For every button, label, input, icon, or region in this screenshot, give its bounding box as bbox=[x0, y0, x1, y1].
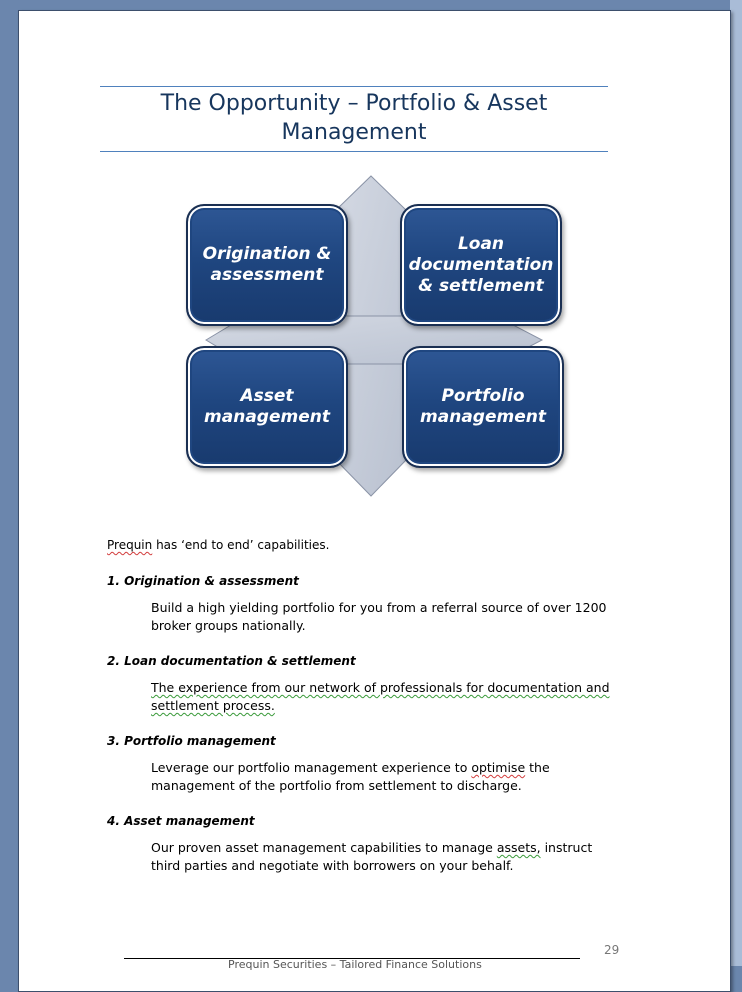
section-2-text: The experience from our network of professionals for documentation and settlement process. bbox=[151, 680, 610, 713]
intro-company: Prequin bbox=[107, 538, 153, 552]
page-title-line1: The Opportunity – Portfolio & Asset bbox=[160, 91, 548, 116]
section-4-text: Our proven asset management capabilities to manage assets, instruct third parties and negotiate with borrowers on your behalf. bbox=[151, 840, 593, 873]
section-1-heading: 1. Origination & assessment bbox=[107, 574, 299, 588]
box-loan-documentation: Loan documentation & settlement bbox=[400, 204, 562, 326]
window-edge bbox=[730, 0, 742, 966]
title-block bbox=[100, 86, 608, 152]
section-1-text: Build a high yielding portfolio for you from a referral source of over 1200 broker groups nationally. bbox=[151, 600, 607, 633]
section-2-heading: 2. Loan documentation & settlement bbox=[107, 654, 356, 668]
section-3-text: Leverage our portfolio management experience to optimise the management of the portfolio from settlement to discharge. bbox=[151, 760, 550, 793]
capabilities-diagram bbox=[166, 168, 556, 498]
box-origination: Origination & assessment bbox=[186, 204, 348, 326]
intro-rest: has ‘end to end’ capabilities. bbox=[152, 538, 330, 552]
page-number: 29 bbox=[604, 943, 620, 957]
box-portfolio-management: Portfolio management bbox=[402, 346, 564, 468]
body-text bbox=[107, 537, 617, 875]
box-asset-management: Asset management bbox=[186, 346, 348, 468]
intro-paragraph bbox=[107, 537, 617, 553]
section-3-heading: 3. Portfolio management bbox=[107, 734, 276, 748]
page-title-line2: Management bbox=[281, 120, 427, 145]
footer-text: Prequin Securities – Tailored Finance Solutions bbox=[228, 958, 482, 971]
section-4-heading: 4. Asset management bbox=[107, 814, 255, 828]
